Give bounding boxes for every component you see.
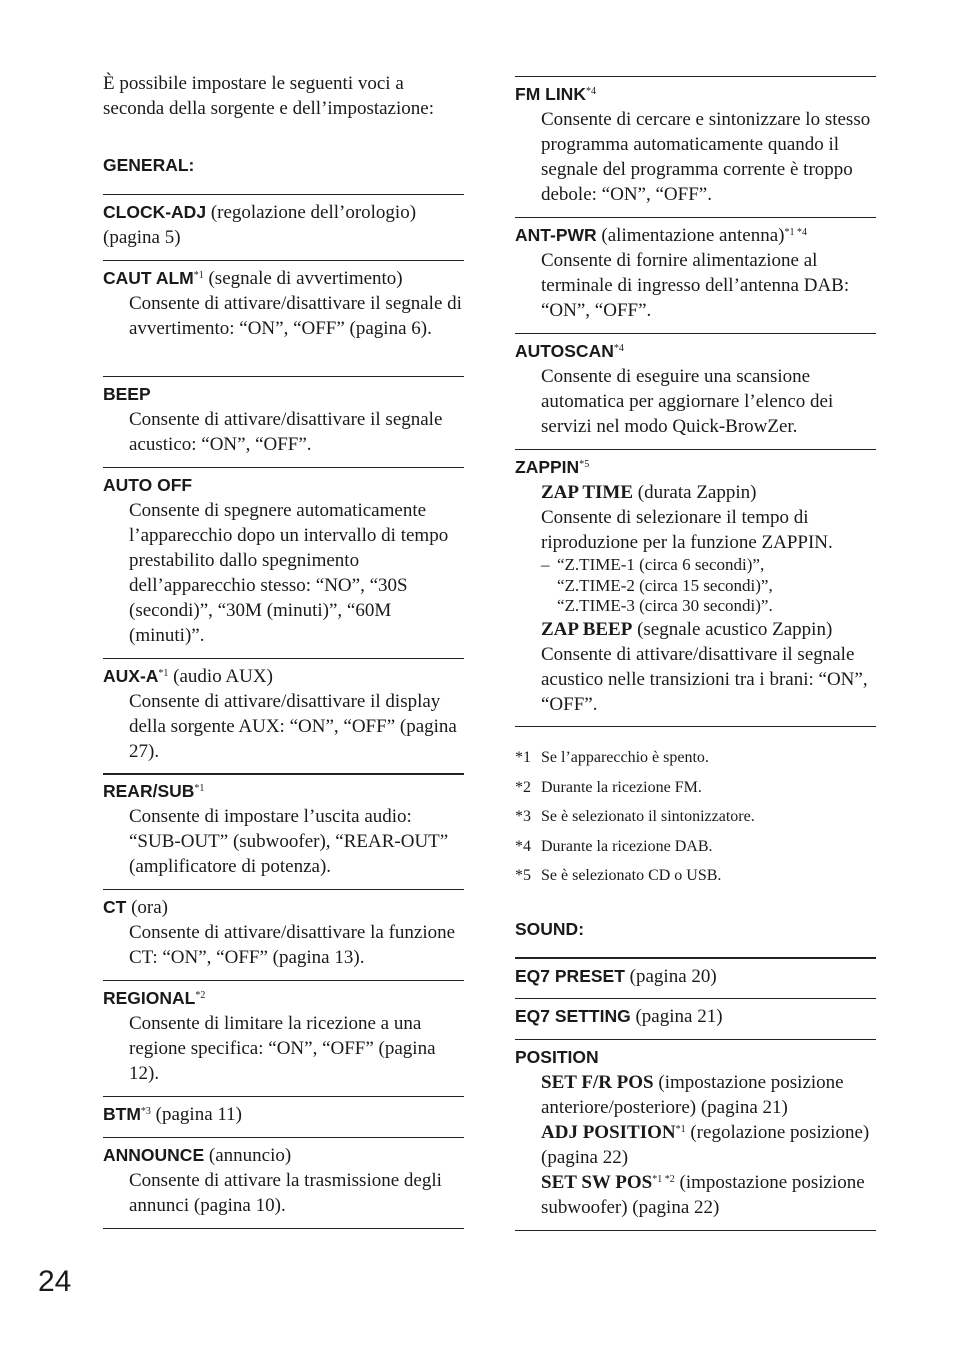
entry-name: AUTO OFF <box>103 475 193 495</box>
entry-name: BEEP <box>103 384 151 404</box>
entry-description: Consente di attivare/disattivare il display della sorgente AUX: “ON”, “OFF” (pagina 27). <box>129 691 457 762</box>
footnote-mark: *5 <box>515 867 531 884</box>
zap-time-options <box>515 555 876 617</box>
entry-name: POSITION <box>515 1047 599 1067</box>
adj-position-note: (regolazione posizione) (pagina 22) <box>541 1122 870 1168</box>
entry-note: (pagina 21) <box>630 1006 723 1027</box>
entry-name: CLOCK-ADJ <box>103 202 207 222</box>
entry-note: (pagina 11) <box>150 1104 243 1125</box>
divider <box>103 1228 464 1229</box>
page-number: 24 <box>38 1265 72 1298</box>
set-sw-pos-note: (impostazione posizione subwoofer) (pagina 22) <box>541 1172 865 1218</box>
footnote <box>515 832 876 862</box>
footnote-text: Durante la ricezione FM. <box>541 778 702 796</box>
footnote-mark: *1 <box>675 1124 686 1135</box>
zap-time-description: Consente di selezionare il tempo di riproduzione per la funzione ZAPPIN. <box>541 507 833 553</box>
entry-name: EQ7 PRESET <box>515 966 625 986</box>
clock-adj-entry <box>103 200 464 250</box>
divider <box>103 658 464 659</box>
entry-note: (alimentazione antenna) <box>596 225 785 246</box>
rear-sub-entry <box>103 779 464 879</box>
ct-entry <box>103 895 464 970</box>
entry-name: CAUT ALM <box>103 268 194 288</box>
footnote <box>515 861 876 891</box>
entry-note: (regolazione dell’orologio) (pagina 5) <box>103 202 417 248</box>
entry-name: EQ7 SETTING <box>515 1006 631 1026</box>
entry-description: Consente di impostare l’uscita audio: “SUB-OUT” (subwoofer), “REAR-OUT” (amplificatore di potenza). <box>129 806 449 877</box>
footnote <box>515 743 876 773</box>
entry-name: ANT-PWR <box>515 225 597 245</box>
option-text: “Z.TIME-2 (circa 15 secondi)”, <box>557 575 773 595</box>
adj-position-label: ADJ POSITION <box>541 1122 676 1143</box>
footnote-mark: *2 <box>515 778 531 796</box>
footnote-mark: *1 <box>194 783 205 794</box>
btm-entry <box>103 1102 464 1127</box>
divider <box>515 1230 876 1231</box>
entry-description: Consente di cercare e sintonizzare lo stesso programma automaticamente quando il segnale del programma corrente è troppo debole: “ON”, “OFF”. <box>541 109 871 205</box>
divider <box>103 260 464 261</box>
entry-note: (audio AUX) <box>168 666 273 687</box>
position-entry <box>515 1045 876 1220</box>
caut-alm-entry <box>103 266 464 341</box>
eq7-setting-entry <box>515 1004 876 1029</box>
option-text: “Z.TIME-3 (circa 30 secondi)”. <box>557 596 773 615</box>
footnote-mark: *1 <box>515 749 531 766</box>
divider <box>103 889 464 890</box>
set-fr-pos-label: SET F/R POS <box>541 1072 654 1093</box>
footnote-mark: *3 <box>140 1106 151 1117</box>
divider <box>515 1039 876 1040</box>
zap-time-label: ZAP TIME <box>541 482 634 503</box>
entry-name: ZAPPIN <box>515 457 580 477</box>
intro-text: È possibile impostare le seguenti voci a seconda della sorgente e dell’impostazione: <box>103 73 434 119</box>
footnote-mark: *1 <box>193 270 204 281</box>
footnote-mark: *3 <box>515 808 531 825</box>
divider <box>515 76 876 77</box>
entry-name: FM LINK <box>515 84 586 104</box>
announce-entry <box>103 1143 464 1218</box>
footnote-mark: *4 <box>515 837 531 855</box>
option-text: “Z.TIME-1 (circa 6 secondi)”, <box>557 555 765 574</box>
entry-description: Consente di spegnere automaticamente l’apparecchio dopo un intervallo di tempo prestabilito dallo spegnimento dell’apparecchio stesso: “NO”, “30S (secondi)”, “30M (minuti)”, “60M (minuti)”. <box>129 500 449 646</box>
divider <box>103 376 464 377</box>
zap-beep-block <box>515 617 876 717</box>
footnote-text: Durante la ricezione DAB. <box>541 837 713 855</box>
footnote-mark: *1 *2 <box>652 1174 675 1185</box>
entry-description: Consente di attivare/disattivare la funzione CT: “ON”, “OFF” (pagina 13). <box>129 922 456 968</box>
fm-link-entry <box>515 82 876 207</box>
list-item <box>541 596 876 617</box>
footnote-mark: *2 <box>195 990 206 1001</box>
ant-pwr-entry <box>515 223 876 323</box>
entry-name: REGIONAL <box>103 988 196 1008</box>
entry-description: Consente di fornire alimentazione al terminale di ingresso dell’antenna DAB: “ON”, “OFF”. <box>541 250 850 321</box>
footnote-mark: *1 *4 <box>784 227 807 238</box>
aux-a-entry <box>103 664 464 764</box>
auto-off-entry <box>103 473 464 648</box>
footnote <box>515 773 876 803</box>
divider <box>515 217 876 218</box>
divider <box>103 773 464 775</box>
entry-description: Consente di eseguire una scansione automatica per aggiornare l’elenco dei servizi nel modo Quick-BrowZer. <box>541 366 834 437</box>
list-item <box>541 555 876 576</box>
entry-description: Consente di attivare/disattivare il segnale di avvertimento: “ON”, “OFF” (pagina 6). <box>129 293 462 339</box>
entry-name: CT <box>103 897 127 917</box>
entry-note: (pagina 20) <box>624 966 717 987</box>
zappin-entry <box>515 455 876 717</box>
entry-name: REAR/SUB <box>103 781 195 801</box>
entry-note: (ora) <box>126 897 168 918</box>
entry-name: BTM <box>103 1104 141 1124</box>
divider <box>515 333 876 334</box>
eq7-preset-entry <box>515 964 876 989</box>
divider <box>515 998 876 999</box>
divider <box>103 1137 464 1138</box>
position-options <box>515 1070 876 1220</box>
divider <box>515 449 876 450</box>
general-heading: GENERAL: <box>103 155 195 175</box>
sound-heading: SOUND: <box>515 919 585 939</box>
list-item <box>541 576 876 597</box>
entry-note: (segnale di avvertimento) <box>203 268 403 289</box>
regional-entry <box>103 986 464 1086</box>
zap-beep-label: ZAP BEEP <box>541 618 633 640</box>
autoscan-entry <box>515 339 876 439</box>
entry-name: AUTOSCAN <box>515 341 614 361</box>
set-sw-pos-label: SET SW POS <box>541 1172 653 1193</box>
divider <box>103 467 464 468</box>
divider <box>515 957 876 959</box>
zap-beep-description: Consente di attivare/disattivare il segnale acustico nelle transizioni tra i brani: “ON”, “OFF”. <box>541 643 868 715</box>
footnote-mark: *5 <box>579 459 590 470</box>
divider <box>103 194 464 195</box>
footnote <box>515 802 876 832</box>
entry-description: Consente di limitare la ricezione a una regione specifica: “ON”, “OFF” (pagina 12). <box>129 1013 436 1084</box>
footnote-text: Se è selezionato il sintonizzatore. <box>541 808 755 825</box>
zap-time-block <box>515 480 876 555</box>
footnote-mark: *4 <box>613 343 624 354</box>
footnote-text: Se l’apparecchio è spento. <box>541 749 709 766</box>
divider <box>103 980 464 981</box>
entry-note: (annuncio) <box>204 1145 292 1166</box>
footnote-mark: *1 <box>158 668 169 679</box>
divider <box>103 1096 464 1097</box>
set-fr-pos-note: (impostazione posizione anteriore/posteriore) (pagina 21) <box>541 1072 844 1118</box>
footnote-mark: *4 <box>585 86 596 97</box>
entry-name: ANNOUNCE <box>103 1145 205 1165</box>
divider <box>515 726 876 727</box>
footnotes <box>515 743 876 891</box>
zap-beep-note: (segnale acustico Zappin) <box>632 618 833 640</box>
zap-time-note: (durata Zappin) <box>633 482 757 503</box>
footnote-text: Se è selezionato CD o USB. <box>541 867 722 884</box>
entry-description: Consente di attivare la trasmissione degli annunci (pagina 10). <box>129 1170 442 1216</box>
entry-name: AUX-A <box>103 666 159 686</box>
entry-description: Consente di attivare/disattivare il segnale acustico: “ON”, “OFF”. <box>129 409 443 455</box>
dash-bullet: – <box>541 555 550 574</box>
beep-entry <box>103 382 464 457</box>
